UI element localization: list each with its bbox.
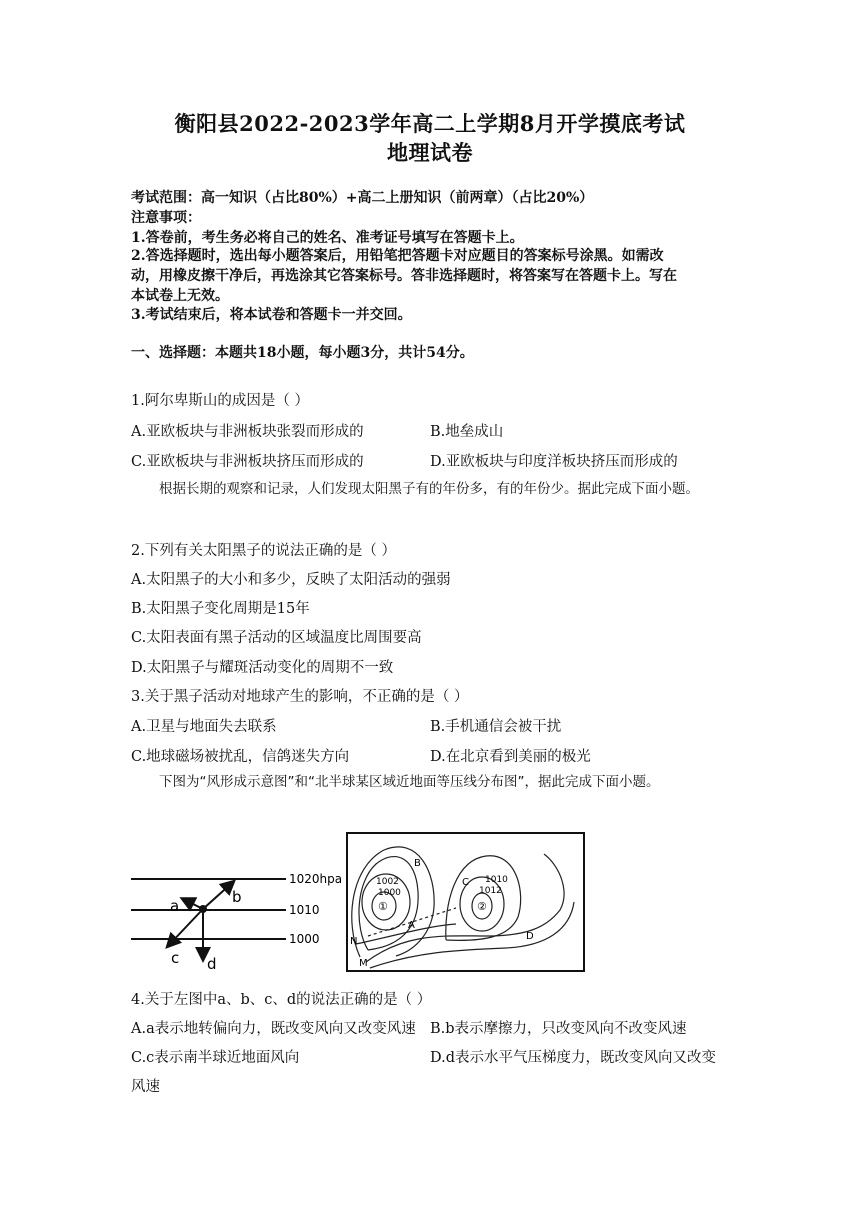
q2-stem: 2.下列有关太阳黑子的说法正确的是（ ） — [131, 543, 396, 559]
q2-option-a: A.太阳黑子的大小和多少，反映了太阳活动的强弱 — [131, 572, 451, 588]
map-label-center-2: ② — [477, 900, 487, 913]
note-3: 3.考试结束后，将本试卷和答题卡一并交回。 — [131, 307, 412, 323]
q3-option-a: A.卫星与地面失去联系 — [131, 719, 277, 735]
note-1: 1.答卷前，考生务必将自己的姓名、准考证号填写在答题卡上。 — [131, 230, 524, 246]
note-2-line2: 动，用橡皮擦干净后，再选涂其它答案标号。答非选择题时，将答案写在答题卡上。写在 — [131, 268, 677, 284]
vector-label-b: b — [232, 888, 242, 906]
material-intro-1: 根据长期的观察和记录，人们发现太阳黑子有的年份多，有的年份少。据此完成下面小题。 — [159, 481, 699, 497]
note-2-line3: 本试卷上无效。 — [131, 288, 229, 304]
map-label-b: B — [414, 858, 421, 869]
isobar-label-1020: 1020hpa — [289, 872, 343, 886]
vector-a — [183, 899, 203, 909]
map-label-a: A — [408, 920, 415, 931]
q1-option-d: D.亚欧板块与印度洋板块挤压而形成的 — [430, 454, 678, 470]
map-label-c: C — [462, 877, 469, 888]
q3-option-b: B.手机通信会被干扰 — [430, 719, 562, 735]
q1-option-a: A.亚欧板块与非洲板块张裂而形成的 — [131, 424, 364, 440]
q4-option-b: B.b表示摩擦力，只改变风向不改变风速 — [430, 1021, 687, 1037]
q4-option-d: D.d表示水平气压梯度力，既改变风向又改变 — [430, 1050, 716, 1066]
q2-option-c: C.太阳表面有黑子活动的区域温度比周围要高 — [131, 630, 422, 646]
q4-option-a: A.a表示地转偏向力，既改变风向又改变风速 — [131, 1021, 416, 1037]
isobar-label-1010: 1010 — [289, 903, 320, 917]
exam-scope: 考试范围：高一知识（占比80%）+高二上册知识（前两章）（占比20%） — [131, 190, 594, 206]
map-label-n: N — [350, 936, 358, 947]
q2-option-b: B.太阳黑子变化周期是15年 — [131, 601, 310, 617]
q3-option-c: C.地球磁场被扰乱，信鸽迷失方向 — [131, 749, 350, 765]
wind-formation-diagram — [131, 860, 346, 975]
exam-subtitle: 地理试卷 — [387, 140, 473, 165]
q4-option-c: C.c表示南半球近地面风向 — [131, 1050, 300, 1066]
vector-label-a: a — [170, 897, 180, 915]
q2-option-d: D.太阳黑子与耀斑活动变化的周期不一致 — [131, 660, 394, 676]
q1-stem: 1.阿尔卑斯山的成因是（ ） — [131, 393, 309, 409]
map-label-center-1: ① — [378, 900, 388, 913]
isobar-map — [346, 832, 586, 974]
section-heading: 一、选择题：本题共18小题，每小题3分，共计54分。 — [131, 345, 474, 361]
q3-option-d: D.在北京看到美丽的极光 — [430, 749, 591, 765]
map-label-1000: 1000 — [378, 888, 401, 898]
map-label-1012: 1012 — [479, 886, 502, 896]
map-label-1010: 1010 — [485, 875, 508, 885]
map-label-m: M — [359, 958, 368, 969]
note-2-line1: 2.答选择题时，选出每小题答案后，用铅笔把答题卡对应题目的答案标号涂黑。如需改 — [131, 248, 664, 264]
vector-label-c: c — [171, 949, 180, 967]
q4-option-d-continued: 风速 — [131, 1079, 160, 1095]
q1-option-b: B.地垒成山 — [430, 424, 504, 440]
exam-title: 衡阳县2022-2023学年高二上学期8月开学摸底考试 — [174, 111, 686, 136]
vector-label-d: d — [207, 955, 217, 973]
vector-b — [203, 882, 233, 909]
map-label-1002: 1002 — [376, 877, 399, 887]
q3-stem: 3.关于黑子活动对地球产生的影响，不正确的是（ ） — [131, 689, 469, 705]
isobar-label-1000: 1000 — [289, 932, 320, 946]
material-intro-2: 下图为“风形成示意图”和“北半球某区域近地面等压线分布图”，据此完成下面小题。 — [159, 774, 660, 790]
q4-stem: 4.关于左图中a、b、c、d的说法正确的是（ ） — [131, 992, 432, 1008]
map-label-d: D — [526, 931, 534, 942]
notes-heading: 注意事项： — [131, 210, 201, 226]
q1-option-c: C.亚欧板块与非洲板块挤压而形成的 — [131, 454, 364, 470]
